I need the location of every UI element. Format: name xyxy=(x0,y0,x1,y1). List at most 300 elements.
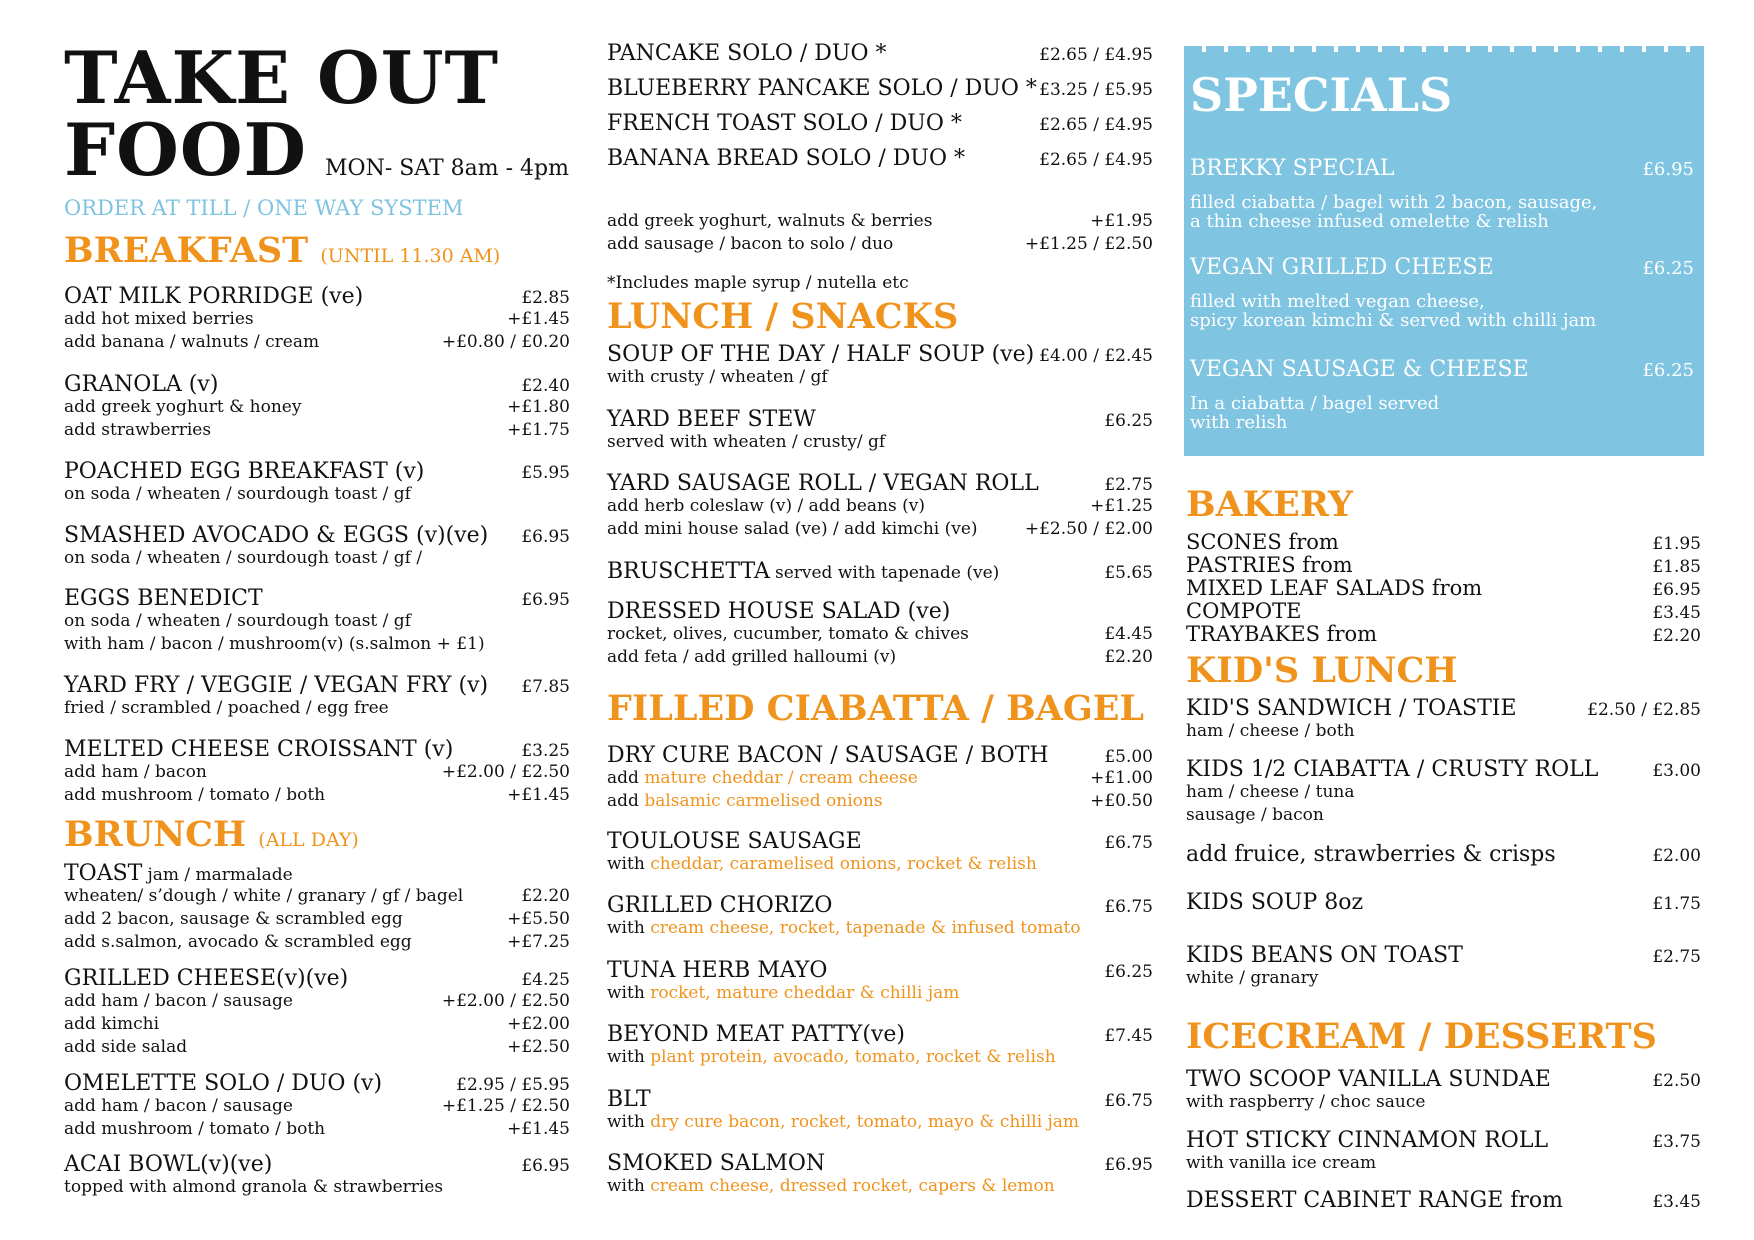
menu-item xyxy=(1186,758,1701,827)
item-price: £2.75 xyxy=(1104,475,1153,495)
menu-item xyxy=(64,373,570,442)
option-text: balsamic carmelised onions xyxy=(644,791,883,811)
menu-item xyxy=(607,147,1153,182)
item-row xyxy=(607,1088,1153,1111)
with-word: with xyxy=(607,983,645,1003)
item-price: £2.65 / £4.95 xyxy=(1039,45,1153,65)
item-name: BRUSCHETTA xyxy=(607,559,770,584)
with-word: with xyxy=(607,918,645,938)
option-text: add feta / add grilled halloumi (v) xyxy=(607,647,897,667)
special-item xyxy=(1190,357,1694,432)
menu-item xyxy=(64,587,570,656)
item-option xyxy=(64,633,570,656)
special-price: £6.25 xyxy=(1642,258,1694,279)
item-name: ACAI BOWL(v)(ve) xyxy=(64,1152,273,1177)
item-row xyxy=(64,1153,570,1176)
menu-item xyxy=(607,77,1153,112)
toast-options xyxy=(64,885,570,954)
item-price: £2.65 / £4.95 xyxy=(1039,150,1153,170)
item-option xyxy=(64,1095,570,1118)
option-price: +£5.50 xyxy=(507,909,570,929)
item-row xyxy=(64,460,570,483)
item-row xyxy=(1186,944,1701,967)
item-row xyxy=(607,959,1153,982)
item-price: £6.25 xyxy=(1104,962,1153,982)
item-row xyxy=(607,744,1153,767)
item-option xyxy=(64,761,570,784)
option-price: +£1.80 xyxy=(507,397,570,417)
with-word: with xyxy=(607,1112,645,1132)
item-name: SCONES from xyxy=(1186,530,1339,554)
section-title-lunch: LUNCH / SNACKS xyxy=(607,296,959,337)
option-price: +£1.45 xyxy=(507,309,570,329)
item-option xyxy=(1186,720,1701,743)
option-price: +£2.00 xyxy=(507,1014,570,1034)
item-name: TOAST xyxy=(64,861,143,886)
special-desc: In a ciabatta / bagel served xyxy=(1190,393,1440,414)
item-name: BLT xyxy=(607,1087,651,1112)
menu-item xyxy=(607,408,1153,454)
menu-item xyxy=(607,744,1153,813)
menu-title-line1: TAKE OUT xyxy=(64,35,500,120)
item-name: YARD SAUSAGE ROLL / VEGAN ROLL xyxy=(607,471,1039,496)
item-row xyxy=(1186,891,1701,914)
item-name: BLUEBERRY PANCAKE SOLO / DUO * xyxy=(607,76,1037,101)
item-name: TWO SCOOP VANILLA SUNDAE xyxy=(1186,1067,1551,1092)
opening-hours: MON- SAT 8am - 4pm xyxy=(325,156,569,181)
item-option xyxy=(64,308,570,331)
with-ingredients: rocket, mature cheddar & chilli jam xyxy=(650,983,960,1003)
item-row xyxy=(1186,697,1701,720)
item-price: £4.25 xyxy=(521,970,570,990)
item-name-wrap xyxy=(1186,758,1598,781)
item-option xyxy=(607,233,1153,256)
item-price: £5.00 xyxy=(1104,747,1153,767)
menu-item xyxy=(64,460,570,506)
item-name-wrap xyxy=(607,1023,905,1046)
option-text: add 2 bacon, sausage & scrambled egg xyxy=(64,909,403,929)
option-text: on soda / wheaten / sourdough toast / gf xyxy=(64,484,411,504)
option-text: sausage / bacon xyxy=(1186,805,1324,825)
breakfast-note: (UNTIL 11.30 AM) xyxy=(320,245,501,267)
item-price: £6.95 xyxy=(1104,1155,1153,1175)
item-row xyxy=(1186,843,1701,866)
section-title-brunch xyxy=(64,816,570,859)
special-desc: spicy korean kimchi & served with chilli jam xyxy=(1190,310,1597,331)
menu-item xyxy=(607,830,1153,876)
item-row xyxy=(64,674,570,697)
item-price: £5.95 xyxy=(521,463,570,483)
item-price: £3.00 xyxy=(1652,761,1701,781)
item-price: £2.95 / £5.95 xyxy=(456,1075,570,1095)
menu-item xyxy=(607,112,1153,147)
item-name-wrap xyxy=(607,744,1049,767)
option-text: topped with almond granola & strawberries xyxy=(64,1177,444,1197)
menu-item xyxy=(607,1088,1153,1134)
option-price: +£0.80 / £0.20 xyxy=(441,332,570,352)
item-row xyxy=(1186,1189,1701,1212)
item-option xyxy=(64,396,570,419)
item-name: GRILLED CHORIZO xyxy=(607,893,833,918)
item-name-wrap xyxy=(64,967,348,990)
item-name: EGGS BENEDICT xyxy=(64,586,263,611)
menu-item xyxy=(64,1153,570,1199)
item-name: SOUP OF THE DAY / HALF SOUP (ve) xyxy=(607,342,1035,367)
item-name-wrap xyxy=(64,587,263,610)
item-price: £6.95 xyxy=(1652,580,1701,600)
special-name: VEGAN GRILLED CHEESE xyxy=(1190,255,1494,280)
item-price: £6.95 xyxy=(521,590,570,610)
item-name: MELTED CHEESE CROISSANT (v) xyxy=(64,737,454,762)
special-item xyxy=(1190,255,1694,330)
option-text: add mini house salad (ve) / add kimchi (ve) xyxy=(607,519,978,539)
menu-title-line2: FOOD xyxy=(64,107,307,192)
pancake-addons xyxy=(607,210,1153,256)
option-text: add herb coleslaw (v) / add beans (v) xyxy=(607,496,925,516)
option-text: add ham / bacon / sausage xyxy=(64,1096,293,1116)
item-price: £2.40 xyxy=(521,376,570,396)
item-name: SMASHED AVOCADO & EGGS (v)(ve) xyxy=(64,523,489,548)
item-option xyxy=(64,547,570,570)
item-name-wrap xyxy=(607,830,862,853)
item-row xyxy=(64,738,570,761)
with-ingredients: dry cure bacon, rocket, tomato, mayo & chilli jam xyxy=(650,1112,1080,1132)
option-prefix: add xyxy=(607,791,645,811)
item-with xyxy=(607,853,1153,876)
item-option xyxy=(64,1118,570,1141)
item-with xyxy=(607,917,1153,940)
option-price: £4.45 xyxy=(1104,624,1153,644)
option-text: white / granary xyxy=(1186,968,1319,988)
bakery-item xyxy=(1186,531,1701,554)
item-with xyxy=(607,982,1153,1005)
section-title-kids: KID'S LUNCH xyxy=(1186,650,1458,691)
item-name-wrap xyxy=(607,1152,825,1175)
menu-item xyxy=(1186,843,1701,866)
item-name: HOT STICKY CINNAMON ROLL xyxy=(1186,1128,1549,1153)
option-price: +£7.25 xyxy=(507,932,570,952)
special-price: £6.95 xyxy=(1642,159,1694,180)
item-with xyxy=(607,1111,1153,1134)
item-option xyxy=(64,1036,570,1059)
menu-item xyxy=(1186,1129,1701,1175)
option-text: add ham / bacon xyxy=(64,762,207,782)
item-option xyxy=(607,767,1153,790)
item-name: GRANOLA (v) xyxy=(64,372,219,397)
menu-item xyxy=(607,1023,1153,1069)
item-price: £3.25 / £5.95 xyxy=(1039,80,1153,100)
item-option xyxy=(607,623,1153,646)
menu-item xyxy=(64,862,570,954)
item-option xyxy=(64,990,570,1013)
item-price: £2.75 xyxy=(1652,947,1701,967)
item-price: £1.85 xyxy=(1652,557,1701,577)
option-price: +£0.50 xyxy=(1090,791,1153,811)
menu-item xyxy=(607,600,1153,669)
item-option xyxy=(64,697,570,720)
item-option xyxy=(64,931,570,954)
option-price: +£1.75 xyxy=(507,420,570,440)
pancake-footnote: *Includes maple syrup / nutella etc xyxy=(607,273,909,293)
item-price: £3.25 xyxy=(521,741,570,761)
item-name-wrap xyxy=(64,1072,382,1095)
item-name-wrap xyxy=(64,285,363,308)
item-option xyxy=(607,495,1153,518)
item-name: COMPOTE xyxy=(1186,599,1302,623)
item-name: YARD BEEF STEW xyxy=(607,407,816,432)
option-price: +£1.25 xyxy=(1090,496,1153,516)
item-name-wrap xyxy=(607,959,827,982)
order-note: ORDER AT TILL / ONE WAY SYSTEM xyxy=(64,196,464,220)
item-price: £7.85 xyxy=(521,677,570,697)
item-row xyxy=(64,285,570,308)
menu-item xyxy=(607,1152,1153,1198)
menu-item xyxy=(607,560,1153,583)
item-price: £6.25 xyxy=(1104,411,1153,431)
special-name: VEGAN SAUSAGE & CHEESE xyxy=(1190,357,1529,382)
with-word: with xyxy=(607,1047,645,1067)
item-row xyxy=(64,373,570,396)
item-option xyxy=(64,610,570,633)
option-text-wrap xyxy=(607,767,918,790)
item-name-wrap xyxy=(64,524,488,547)
option-text: ham / cheese / tuna xyxy=(1186,782,1355,802)
section-title-bakery: BAKERY xyxy=(1186,484,1353,525)
item-option xyxy=(1186,781,1701,804)
special-name: BREKKY SPECIAL xyxy=(1190,156,1395,181)
item-option xyxy=(64,885,570,908)
item-row xyxy=(607,560,1153,583)
menu-item xyxy=(607,472,1153,541)
item-name: KIDS BEANS ON TOAST xyxy=(1186,943,1463,968)
menu-title-row xyxy=(64,107,570,192)
special-desc: with relish xyxy=(1190,412,1288,433)
item-price: £1.95 xyxy=(1652,534,1701,554)
item-name: YARD FRY / VEGGIE / VEGAN FRY (v) xyxy=(64,673,489,698)
item-row xyxy=(607,894,1153,917)
option-text: add mushroom / tomato / both xyxy=(64,1119,326,1139)
item-row xyxy=(64,967,570,990)
option-price: +£1.45 xyxy=(507,1119,570,1139)
item-name-wrap xyxy=(64,674,488,697)
option-text: with ham / bacon / mushroom(v) (s.salmon + £1) xyxy=(64,634,485,654)
special-desc: filled ciabatta / bagel with 2 bacon, sausage, xyxy=(1190,192,1598,213)
item-name: DESSERT CABINET RANGE from xyxy=(1186,1188,1564,1213)
option-price: +£1.25 / £2.50 xyxy=(441,1096,570,1116)
item-row xyxy=(607,1152,1153,1175)
item-with xyxy=(607,1175,1153,1198)
option-text: add greek yoghurt, walnuts & berries xyxy=(607,211,933,231)
menu-item xyxy=(1186,697,1701,743)
item-name: MIXED LEAF SALADS from xyxy=(1186,576,1483,600)
option-text: add kimchi xyxy=(64,1014,160,1034)
item-name-wrap xyxy=(607,343,1034,366)
item-price: £1.75 xyxy=(1652,894,1701,914)
item-option xyxy=(607,790,1153,813)
item-option xyxy=(64,419,570,442)
option-price: +£2.00 / £2.50 xyxy=(441,762,570,782)
item-name: OAT MILK PORRIDGE (ve) xyxy=(64,284,364,309)
option-text: add side salad xyxy=(64,1037,188,1057)
item-name-wrap xyxy=(607,894,832,917)
item-price: £2.50 / £2.85 xyxy=(1587,700,1701,720)
item-name: PANCAKE SOLO / DUO * xyxy=(607,41,887,66)
breakfast-title: BREAKFAST xyxy=(64,230,309,271)
item-price: £2.00 xyxy=(1652,846,1701,866)
item-option: with raspberry / choc sauce xyxy=(1186,1092,1426,1112)
option-price: +£2.00 / £2.50 xyxy=(441,991,570,1011)
option-text: wheaten/ s’dough / white / granary / gf / bagel xyxy=(64,886,464,906)
item-name: DRESSED HOUSE SALAD (ve) xyxy=(607,599,951,624)
item-option: with vanilla ice cream xyxy=(1186,1153,1377,1173)
item-price: £6.75 xyxy=(1104,897,1153,917)
item-row xyxy=(607,830,1153,853)
option-text: on soda / wheaten / sourdough toast / gf / xyxy=(64,548,423,568)
option-text: ham / cheese / both xyxy=(1186,721,1355,741)
item-price: £2.65 / £4.95 xyxy=(1039,115,1153,135)
option-text: add hot mixed berries xyxy=(64,309,254,329)
item-price: £6.75 xyxy=(1104,1091,1153,1111)
menu-item xyxy=(1186,891,1701,914)
menu-item xyxy=(607,959,1153,1005)
bakery-item xyxy=(1186,623,1701,646)
option-text: rocket, olives, cucumber, tomato & chives xyxy=(607,624,969,644)
item-row xyxy=(1186,1068,1701,1091)
section-title-ciabatta: FILLED CIABATTA / BAGEL xyxy=(607,688,1145,729)
item-name-wrap xyxy=(607,472,1039,495)
item-name-wrap xyxy=(64,373,218,396)
with-ingredients: cheddar, caramelised onions, rocket & relish xyxy=(650,854,1037,874)
item-option xyxy=(64,1013,570,1036)
item-name: KIDS SOUP 8oz xyxy=(1186,890,1364,915)
item-price: £5.65 xyxy=(1104,563,1153,583)
bakery-item xyxy=(1186,577,1701,600)
option-text: add ham / bacon / sausage xyxy=(64,991,293,1011)
item-option xyxy=(607,366,1153,389)
item-price: £3.75 xyxy=(1652,1132,1701,1152)
option-text: add greek yoghurt & honey xyxy=(64,397,302,417)
item-price: £2.20 xyxy=(1652,626,1701,646)
item-name: PASTRIES from xyxy=(1186,553,1353,577)
item-name: FRENCH TOAST SOLO / DUO * xyxy=(607,111,962,136)
section-title-breakfast xyxy=(64,232,570,275)
option-text: fried / scrambled / poached / egg free xyxy=(64,698,389,718)
option-text: add strawberries xyxy=(64,420,212,440)
bakery-list xyxy=(1186,531,1701,646)
menu-item xyxy=(607,343,1153,389)
item-name-wrap xyxy=(64,738,453,761)
option-text: add mushroom / tomato / both xyxy=(64,785,326,805)
option-text: add sausage / bacon to solo / duo xyxy=(607,234,894,254)
menu-item xyxy=(64,674,570,720)
item-row xyxy=(64,524,570,547)
item-row xyxy=(607,408,1153,431)
item-price: £2.85 xyxy=(521,288,570,308)
item-with xyxy=(607,1046,1153,1069)
item-name: OMELETTE SOLO / DUO (v) xyxy=(64,1071,383,1096)
item-name: BANANA BREAD SOLO / DUO * xyxy=(607,146,965,171)
item-name: GRILLED CHEESE(v)(ve) xyxy=(64,966,349,991)
menu-item xyxy=(1186,1068,1701,1114)
option-text: add banana / walnuts / cream xyxy=(64,332,320,352)
item-name: DRY CURE BACON / SAUSAGE / BOTH xyxy=(607,743,1049,768)
item-name-wrap xyxy=(1186,891,1363,914)
option-text: served with wheaten / crusty/ gf xyxy=(607,432,886,452)
item-name-suffix: served with tapenade (ve) xyxy=(774,563,1000,583)
option-price: £2.20 xyxy=(1104,647,1153,667)
menu-item xyxy=(1186,1189,1701,1212)
with-word: with xyxy=(607,1176,645,1196)
item-option xyxy=(1186,967,1701,990)
item-name-wrap xyxy=(64,1153,272,1176)
item-option xyxy=(64,331,570,354)
item-row xyxy=(607,472,1153,495)
item-option xyxy=(1186,804,1701,827)
item-option xyxy=(607,431,1153,454)
menu-item xyxy=(64,1072,570,1141)
item-option xyxy=(607,518,1153,541)
section-title-desserts: ICECREAM / DESSERTS xyxy=(1186,1016,1657,1057)
item-option xyxy=(64,784,570,807)
option-price: +£1.00 xyxy=(1090,768,1153,788)
item-name: BEYOND MEAT PATTY(ve) xyxy=(607,1022,905,1047)
special-row xyxy=(1190,156,1694,181)
item-option xyxy=(607,210,1153,233)
item-price: £3.45 xyxy=(1652,603,1701,623)
item-option xyxy=(64,1176,570,1199)
item-row xyxy=(64,587,570,610)
item-price: £4.00 / £2.45 xyxy=(1039,346,1153,366)
item-name: POACHED EGG BREAKFAST (v) xyxy=(64,459,425,484)
item-price: £6.95 xyxy=(521,1156,570,1176)
item-row xyxy=(1186,1129,1701,1152)
menu-item xyxy=(64,524,570,570)
item-price: £3.45 xyxy=(1652,1192,1701,1212)
special-row xyxy=(1190,357,1694,382)
item-row xyxy=(607,343,1153,366)
brunch-title: BRUNCH xyxy=(64,814,247,855)
menu-item xyxy=(64,738,570,807)
menu-item xyxy=(64,967,570,1059)
item-row xyxy=(607,600,1153,623)
bakery-item xyxy=(1186,554,1701,577)
item-price: £2.50 xyxy=(1652,1071,1701,1091)
item-price: £6.75 xyxy=(1104,833,1153,853)
item-name-wrap xyxy=(607,408,816,431)
brunch-note: (ALL DAY) xyxy=(258,829,359,851)
menu-item xyxy=(1186,944,1701,990)
item-row xyxy=(1186,758,1701,781)
item-name-wrap xyxy=(607,560,999,583)
menu-item xyxy=(607,42,1153,77)
option-prefix: add xyxy=(607,768,645,788)
item-price: £7.45 xyxy=(1104,1026,1153,1046)
item-name-wrap xyxy=(607,600,950,623)
with-ingredients: plant protein, avocado, tomato, rocket & relish xyxy=(650,1047,1056,1067)
special-row xyxy=(1190,255,1694,280)
special-price: £6.25 xyxy=(1642,360,1694,381)
item-name: TUNA HERB MAYO xyxy=(607,958,828,983)
item-name: KIDS 1/2 CIABATTA / CRUSTY ROLL xyxy=(1186,757,1599,782)
menu-item xyxy=(64,285,570,354)
item-name: add fruice, strawberries & crisps xyxy=(1186,842,1556,867)
item-option xyxy=(607,646,1153,669)
item-price: £6.95 xyxy=(521,527,570,547)
item-name-wrap xyxy=(64,460,424,483)
option-text: on soda / wheaten / sourdough toast / gf xyxy=(64,611,411,631)
special-item xyxy=(1190,156,1694,231)
item-name-wrap xyxy=(1186,843,1556,866)
